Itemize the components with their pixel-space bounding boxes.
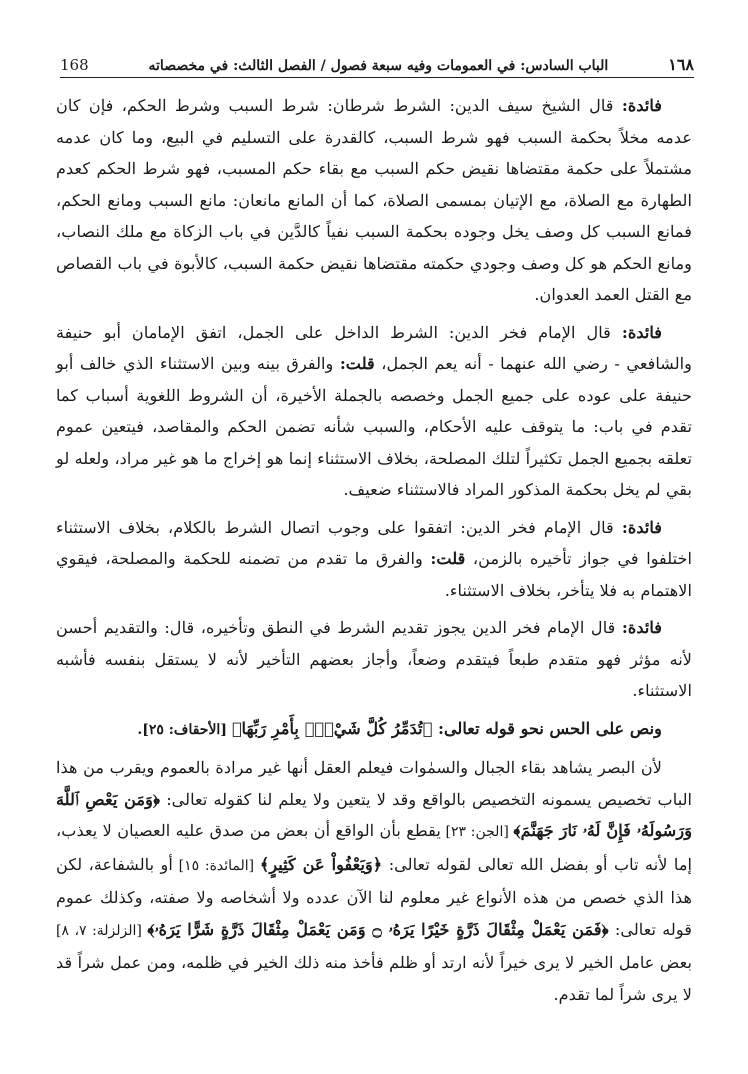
verse-reference: [الزلزلة: ٧، ٨]: [56, 922, 148, 939]
quran-verse: ﴿تُدَمِّرُ كُلَّ شَيْءٍۭ بِأَمْرِ رَبِّهَا﴾: [231, 718, 433, 738]
verse-reference: [الأحقاف: ٢٥].: [137, 721, 232, 738]
benefit-label: فائدة:: [621, 322, 662, 342]
paragraph-text: والفرق بينه وبين الاستثناء الذي خالف أبو حنيفة على عوده على جميع الجمل وخصصه بالجملة الأخيرة، أن الشروط اللغوية أسباب كما تقدم في باب: ما يتوقف عليه الأحكام، والسبب شأنه تضمن الحكم والمقاصد، فيتعين عموم تعلقه بجميع الجمل تكثيراً لتلك المصلحة، بخلاف الاستثناء إنما هو إخراج ما هو غير مراد، ولعله لو بقي لم يخل بحكمة المذكور المراد فالاستثناء ضعيف.: [56, 354, 692, 499]
running-title: الباب السادس: في العمومات وفيه سبعة فصول / الفصل الثالث: في مخصصاته: [148, 58, 609, 74]
page-number-latin: 168: [60, 56, 89, 74]
paragraph-text: بعض عامل الخير لا يرى خيراً لأنه ارتد أو ظلم فأخذ منه ذلك الخير في ظلمه، ومن عمل شراً قد لا يرى شراً لما تقدم.: [56, 953, 692, 1004]
paragraph-benefit-1: [56, 90, 692, 311]
benefit-label: فائدة:: [621, 517, 662, 537]
paragraph-benefit-4: [56, 612, 692, 707]
paragraph-benefit-2: [56, 317, 692, 506]
quran-verse: ﴿وَمَن يَعْصِ ٱللَّهَ وَرَسُولَهُۥ فَإِنَّ لَهُۥ نَارَ جَهَنَّمَ﴾: [56, 789, 693, 840]
section-heading: [56, 713, 692, 747]
page-number-arabic: ١٦٨: [668, 55, 694, 74]
paragraph-benefit-3: [56, 512, 692, 607]
qultu-label: قلت:: [339, 354, 375, 373]
paragraph-text: قال الإمام فخر الدين يجوز تقديم الشرط في النطق وتأخيره، قال: والتقديم أحسن لأنه مؤثر فهو متقدم طبعاً فيتقدم وضعاً، وأجاز بعضهم التأخير لأنه لا يستقل بنفسه فأشبه الاستثناء.: [56, 618, 692, 700]
benefit-label: فائدة:: [621, 618, 662, 637]
heading-text: ونص على الحس نحو قوله تعالى:: [432, 718, 662, 738]
verse-reference: [المائدة: ١٥]: [172, 857, 260, 874]
qultu-label: قلت:: [430, 549, 466, 568]
quran-verse: ﴿وَيَعْفُواْ عَن كَثِيرٍ﴾: [259, 854, 383, 874]
paragraph-text: قال الإمام فخر الدين: الشرط الداخل على الجمل، اتفق الإمامان أبو حنيفة والشافعي - رضي الله عنهما - أنه يعم الجمل،: [56, 322, 692, 373]
quran-verse: ﴿فَمَن يَعْمَلْ مِثْقَالَ ذَرَّةٍ خَيْرًا يَرَهُۥ ۝ وَمَن يَعْمَلْ مِثْقَالَ ذَرَّةٍ شَرًّا يَرَهُۥ﴾: [147, 919, 609, 939]
paragraph-text: والفرق ما تقدم من تضمنه للحكمة والمصلحة، فيقوي الاهتمام به فلا يتأخر، بخلاف الاستثناء.: [56, 549, 692, 600]
paragraph-text: أو بالشفاعة، لكن هذا الذي خصص من هذه الأنواع غير معلوم لنا الآن عدده ولا أشخاصه ولا صفته، وكذلك عموم قوله تعالى:: [56, 854, 692, 939]
benefit-label: فائدة:: [621, 96, 662, 115]
paragraph-final: [56, 752, 692, 1010]
paragraph-text: قال الشيخ سيف الدين: الشرط شرطان: شرط السبب وشرط الحكم، فإن كان عدمه مخلاً بحكمة السبب فهو شرط السبب، كالقدرة على التسليم في البيع، وما كان عدمه مشتملاً على حكمة مقتضاها نقيض حكم السبب مع بقاء حكم المسبب، فهو شرط الحكم كعدم الطهارة مع الصلاة، مع الإتيان بمسمى الصلاة، كما أن المانع مانعان: مانع السبب ومانع الحكم، فمانع السبب كل وصف يخل وجوده بحكمة السبب نفياً كالدَّين في باب الزكاة مع ملك النصاب، ومانع الحكم هو كل وصف وجودي حكمته مقتضاها نقيض حكمة السبب، كالأبوة في باب القصاص مع القتل العمد العدوان.: [56, 96, 692, 304]
page-body: [56, 90, 692, 1054]
paragraph-text: لأن البصر يشاهد بقاء الجبال والسمٰوات فيعلم العقل أنها غير مرادة بالعموم ويقرب من هذا الباب تخصيص يسمونه التخصيص بالواقع وقد لا يتعين ولا يعلم لنا كقوله تعالى:: [56, 758, 693, 809]
verse-reference: [الجن: ٢٣]: [440, 824, 514, 840]
page-header: [60, 44, 694, 78]
paragraph-text: يقطع بأن الواقع أن بعض من صدق عليه العصيان لا يعذب، إما لأنه تاب أو بفضل الله تعالى لقوله تعالى:: [56, 821, 692, 874]
paragraph-text: قال الإمام فخر الدين: اتفقوا على وجوب اتصال الشرط بالكلام، بخلاف الاستثناء اختلفوا في جواز تأخيره بالزمن،: [56, 517, 692, 568]
